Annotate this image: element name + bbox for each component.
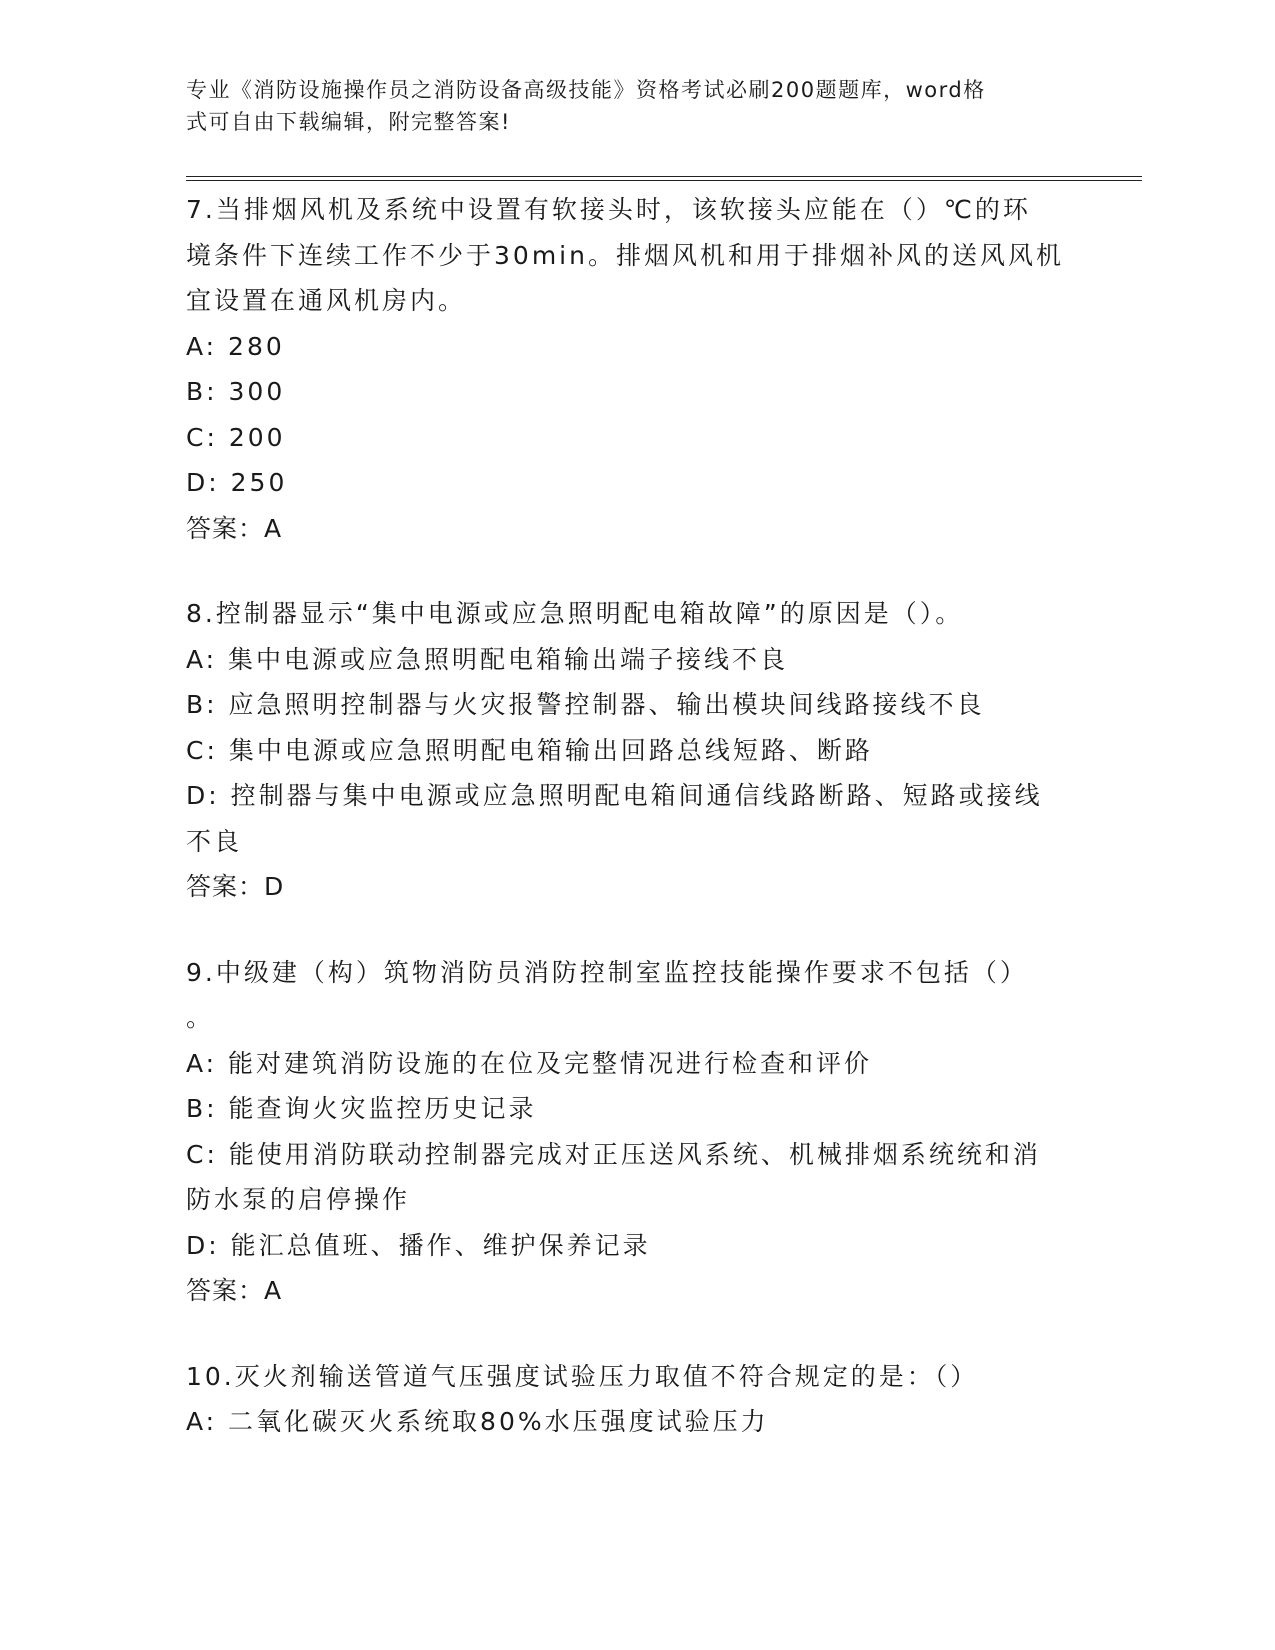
option-key: C: bbox=[186, 422, 218, 452]
question-stem-line: 9.中级建（构）筑物消防员消防控制室监控技能操作要求不包括（） bbox=[186, 957, 1028, 987]
option-c bbox=[186, 1132, 1086, 1178]
option-d bbox=[186, 773, 1086, 819]
option-key: A: bbox=[186, 331, 218, 361]
option-b bbox=[186, 369, 1086, 415]
option-key: B: bbox=[186, 690, 218, 719]
option-b bbox=[186, 682, 1086, 728]
option-d bbox=[186, 460, 1086, 506]
option-b bbox=[186, 1086, 1086, 1132]
option-text: 应急照明控制器与火灾报警控制器、输出模块间线路接线不良 bbox=[228, 690, 985, 719]
header-line: 式可自由下载编辑，附完整答案! bbox=[186, 110, 511, 134]
option-key: B: bbox=[186, 1094, 218, 1123]
answer-line: 答案：A bbox=[186, 513, 283, 543]
option-continuation: 不良 bbox=[186, 826, 243, 856]
option-text: 250 bbox=[230, 468, 288, 497]
question-stem-line: 10.灭火剂输送管道气压强度试验压力取值不符合规定的是：（） bbox=[186, 1361, 979, 1391]
option-text: 能查询火灾监控历史记录 bbox=[228, 1094, 537, 1123]
option-text: 能对建筑消防设施的在位及完整情况进行检查和评价 bbox=[228, 1048, 873, 1078]
question-stem-line: 7.当排烟风机及系统中设置有软接头时，该软接头应能在（）℃的环 bbox=[186, 195, 1031, 224]
question-item bbox=[186, 591, 1086, 910]
option-a bbox=[186, 1041, 1086, 1087]
question-item bbox=[186, 1354, 1086, 1445]
option-key: B: bbox=[186, 377, 218, 406]
option-text: 300 bbox=[228, 377, 286, 406]
answer-line: 答案：D bbox=[186, 872, 285, 901]
option-key: A: bbox=[186, 644, 218, 674]
option-text: 集中电源或应急照明配电箱输出回路总线短路、断路 bbox=[228, 735, 873, 765]
option-key: D: bbox=[186, 468, 220, 497]
option-a bbox=[186, 324, 1086, 370]
header-double-rule bbox=[186, 176, 1142, 181]
option-text: 200 bbox=[228, 422, 286, 452]
answer-line: 答案：A bbox=[186, 1276, 283, 1305]
question-stem-line: 宜设置在通风机房内。 bbox=[186, 286, 467, 315]
option-text: 集中电源或应急照明配电箱输出端子接线不良 bbox=[228, 644, 789, 674]
option-text: 控制器与集中电源或应急照明配电箱间通信线路断路、短路或接线 bbox=[230, 781, 1043, 810]
page-header bbox=[186, 74, 1076, 138]
option-c bbox=[186, 728, 1086, 774]
option-key: A: bbox=[186, 1048, 218, 1078]
question-item bbox=[186, 187, 1086, 551]
option-continuation: 防水泵的启停操作 bbox=[186, 1185, 411, 1214]
question-list bbox=[186, 187, 1086, 1485]
option-a bbox=[186, 1399, 1086, 1445]
option-key: C: bbox=[186, 1139, 218, 1169]
question-stem-line: 。 bbox=[186, 1003, 215, 1032]
option-key: D: bbox=[186, 1230, 220, 1260]
option-text: 能汇总值班、播作、维护保养记录 bbox=[230, 1230, 651, 1260]
option-key: A: bbox=[186, 1407, 218, 1436]
option-d bbox=[186, 1223, 1086, 1269]
option-text: 能使用消防联动控制器完成对正压送风系统、机械排烟系统统和消 bbox=[228, 1139, 1041, 1169]
option-key: D: bbox=[186, 781, 220, 810]
option-text: 二氧化碳灭火系统取80%水压强度试验压力 bbox=[228, 1407, 769, 1436]
question-item bbox=[186, 950, 1086, 1314]
header-line: 专业《消防设施操作员之消防设备高级技能》资格考试必刷200题题库，word格 bbox=[186, 78, 986, 102]
question-stem-line: 8.控制器显示“集中电源或应急照明配电箱故障”的原因是（）。 bbox=[186, 599, 964, 628]
option-c bbox=[186, 415, 1086, 461]
option-key: C: bbox=[186, 735, 218, 765]
option-a bbox=[186, 637, 1086, 683]
option-text: 280 bbox=[228, 331, 285, 361]
question-stem-line: 境条件下连续工作不少于30min。排烟风机和用于排烟补风的送风风机 bbox=[186, 240, 1064, 270]
